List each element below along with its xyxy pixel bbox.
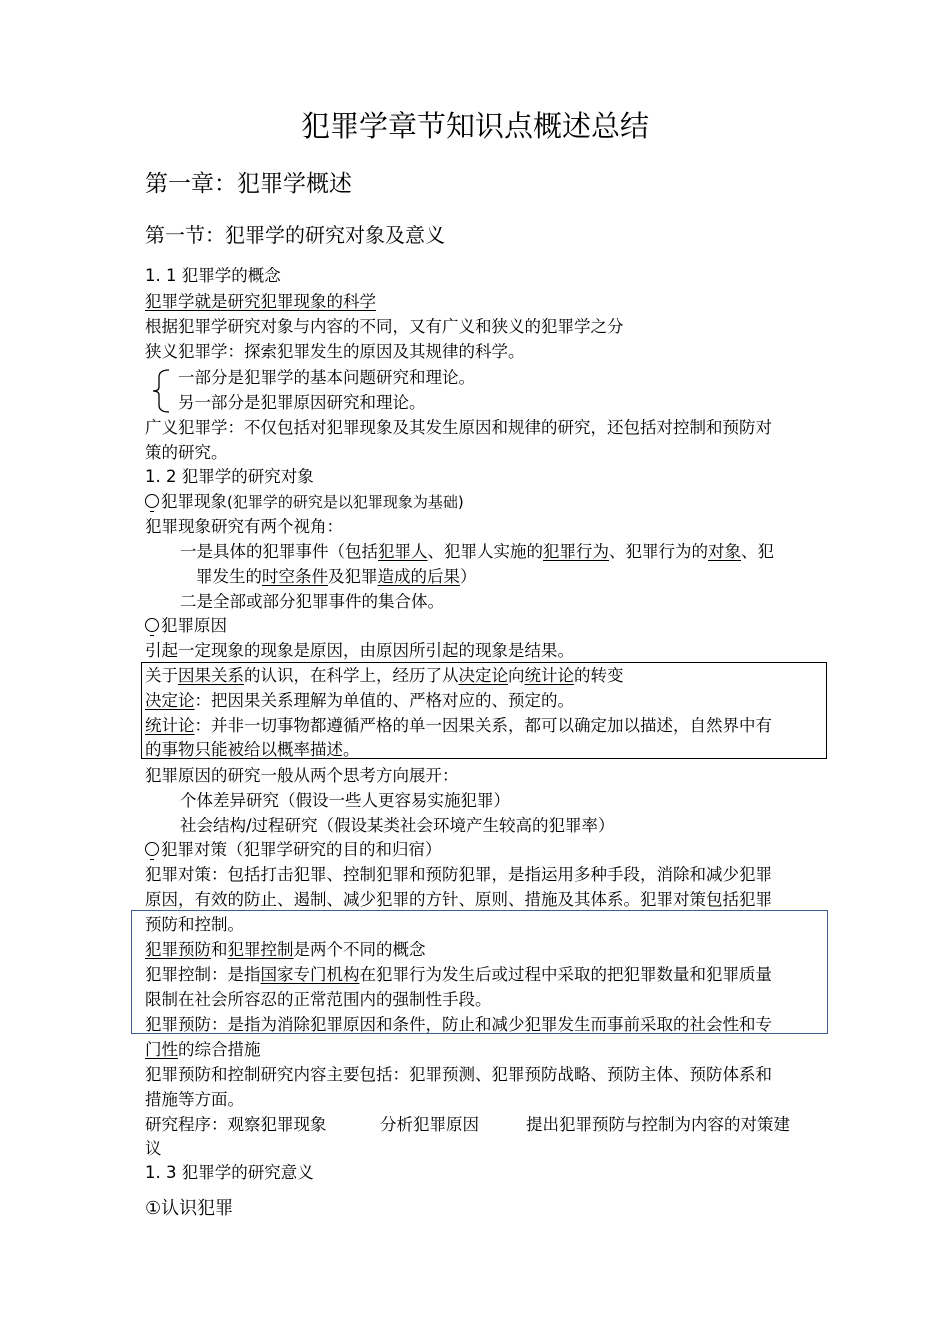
procedure-step: 提出犯罪预防与控制为内容的对策建 (526, 1115, 790, 1134)
topic-title: 犯罪现象 (161, 492, 227, 511)
list-item (180, 539, 774, 564)
underlined-term: 犯罪预防 (145, 940, 211, 959)
paragraph-line: 引起一定现象的现象是原因，由原因所引起的现象是结果。 (145, 641, 574, 660)
procedure-step: 议 (145, 1139, 162, 1158)
lightbulb-icon (145, 618, 159, 632)
lightbulb-icon (145, 494, 159, 508)
underlined-term: 犯罪人 (378, 542, 428, 561)
text-span: 、犯罪行为的 (609, 542, 708, 561)
topic-line (145, 489, 464, 515)
subsection-heading-1-3: 1. 3 犯罪学的研究意义 (145, 1163, 314, 1182)
definition-line: 犯罪学就是研究犯罪现象的科学 (145, 292, 376, 311)
text-span: ） (460, 567, 477, 586)
underlined-term: 统计论 (145, 716, 195, 735)
box-line (145, 713, 772, 738)
topic-title: 犯罪原因 (161, 616, 227, 635)
paragraph-line: 犯罪对策：包括打击犯罪、控制犯罪和预防犯罪，是指运用多种手段，消除和减少犯罪 (145, 865, 772, 884)
underlined-term: 门性 (145, 1040, 178, 1059)
paragraph-line: 犯罪现象研究有两个视角： (145, 517, 343, 536)
underlined-term: 犯罪行为 (543, 542, 609, 561)
text-span: 关于 (145, 666, 178, 685)
topic-line (145, 613, 227, 638)
underlined-term: 决定论 (458, 666, 508, 685)
underlined-term: 因果关系 (178, 666, 244, 685)
box-line (145, 688, 574, 713)
underlined-term: 对象 (708, 542, 741, 561)
document-title: 犯罪学章节知识点概述总结 (300, 109, 649, 143)
box-line (145, 663, 624, 688)
procedure-step: 分析犯罪原因 (380, 1115, 479, 1134)
paragraph-line: 广义犯罪学：不仅包括对犯罪现象及其发生原因和规律的研究，还包括对控制和预防对 (145, 418, 772, 437)
box-line (145, 962, 772, 987)
subsection-heading-1-1: 1. 1 犯罪学的概念 (145, 266, 281, 285)
paragraph-line: 措施等方面。 (145, 1090, 244, 1109)
underlined-term: 犯罪控制 (227, 940, 294, 959)
text-span: 和 (211, 940, 228, 959)
text-span: 、犯罪人实施的 (427, 542, 543, 561)
brace-icon (147, 369, 171, 413)
box-line: 限制在社会所容忍的正常范围内的强制性手段。 (145, 990, 492, 1009)
paragraph-line: 策的研究。 (145, 443, 228, 462)
section-heading: 第一节：犯罪学的研究对象及意义 (145, 223, 445, 247)
list-item: 个体差异研究（假设一些人更容易实施犯罪） (180, 791, 510, 810)
paragraph-line: 犯罪原因的研究一般从两个思考方向展开： (145, 766, 459, 785)
list-item: 二是全部或部分犯罪事件的集合体。 (180, 592, 444, 611)
text-span: 犯罪控制：是指 (145, 965, 261, 984)
topic-title: 犯罪对策（犯罪学研究的目的和归宿） (161, 840, 442, 859)
topic-line (145, 837, 442, 862)
box-line: 的事物只能被给以概率描述。 (145, 740, 360, 759)
paragraph-line: 根据犯罪学研究对象与内容的不同，又有广义和狭义的犯罪学之分 (145, 317, 624, 336)
paragraph-line: 狭义犯罪学：探索犯罪发生的原因及其规律的科学。 (145, 342, 525, 361)
text-span: 是两个不同的概念 (293, 940, 426, 959)
paragraph-line: 犯罪预防和控制研究内容主要包括：犯罪预测、犯罪预防战略、预防主体、预防体系和 (145, 1065, 772, 1084)
lightbulb-icon (145, 842, 159, 856)
list-item: 社会结构/过程研究（假设某类社会环境产生较高的犯罪率） (180, 816, 615, 835)
box-line: 犯罪预防：是指为消除犯罪原因和条件，防止和减少犯罪发生而事前采取的社会性和专 (145, 1015, 772, 1034)
underlined-term: 国家专门机构 (260, 965, 360, 984)
text-span: 的认识，在科学上，经历了从 (244, 666, 459, 685)
list-item: ①认识犯罪 (145, 1198, 234, 1219)
subsection-heading-1-2: 1. 2 犯罪学的研究对象 (145, 467, 314, 486)
topic-note: (犯罪学的研究是以犯罪现象为基础) (227, 493, 464, 511)
underlined-term: 决定论 (145, 691, 195, 710)
underlined-term: 统计论 (524, 666, 574, 685)
text-span: ：并非一切事物都遵循严格的单一因果关系，都可以确定加以描述，自然界中有 (194, 716, 772, 735)
list-item: 一部分是犯罪学的基本问题研究和理论。 (178, 368, 475, 387)
paragraph-line: 预防和控制。 (145, 915, 244, 934)
text-span: 、犯 (741, 542, 774, 561)
text-span: 的综合措施 (178, 1040, 261, 1059)
text-span: 的转变 (574, 666, 624, 685)
list-item-continued (196, 564, 477, 589)
underlined-term: 造成的后果 (377, 567, 460, 586)
box-line (145, 1037, 261, 1062)
text-span: 在犯罪行为发生后或过程中采取的把犯罪数量和犯罪质量 (359, 965, 772, 984)
chapter-heading: 第一章：犯罪学概述 (145, 171, 352, 197)
text-span: 及犯罪 (328, 567, 378, 586)
text-span: 罪发生的 (196, 567, 262, 586)
list-item: 另一部分是犯罪原因研究和理论。 (178, 393, 426, 412)
underlined-term: 时空条件 (262, 567, 328, 586)
box-line (145, 937, 426, 962)
paragraph-line: 原因，有效的防止、遏制、减少犯罪的方针、原则、措施及其体系。犯罪对策包括犯罪 (145, 890, 772, 909)
text-span: 向 (508, 666, 525, 685)
text-span: ：把因果关系理解为单值的、严格对应的、预定的。 (194, 691, 574, 710)
text-span: 一是具体的犯罪事件（包括 (180, 542, 378, 561)
procedure-step: 研究程序：观察犯罪现象 (145, 1115, 327, 1134)
